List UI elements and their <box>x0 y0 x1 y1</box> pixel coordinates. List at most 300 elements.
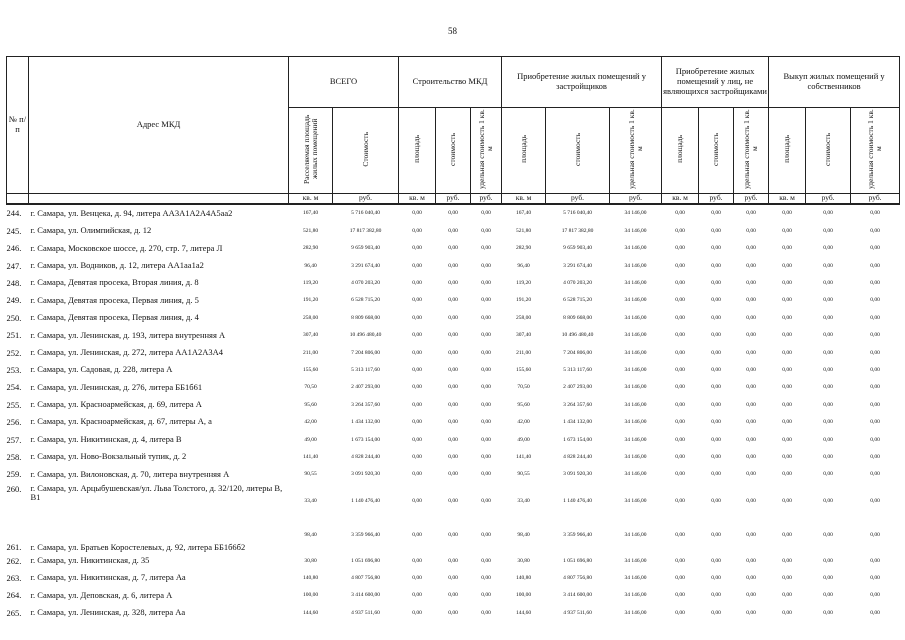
non-developers-unit-cost: 0,00 <box>746 314 756 321</box>
unit-rub: руб. <box>546 193 610 204</box>
developers-area: 167,40 <box>515 210 532 217</box>
developers-unit-cost: 34 146,00 <box>624 575 647 582</box>
buyout-cost: 0,00 <box>823 332 833 339</box>
buyout-unit-cost: 0,00 <box>870 609 880 616</box>
developers-cost: 5 313 117,60 <box>563 366 592 373</box>
table-row <box>7 448 900 465</box>
buyout-unit-cost: 0,00 <box>870 366 880 373</box>
buyout-cost: 0,00 <box>823 532 833 539</box>
construction-cost: 0,00 <box>448 297 458 304</box>
non-developers-area: 0,00 <box>675 262 685 269</box>
total-area: 141,40 <box>302 453 319 460</box>
construction-unit-cost: 0,00 <box>481 453 491 460</box>
unit-rub: руб. <box>851 193 900 204</box>
total-area: 96,40 <box>304 262 317 269</box>
construction-area: 0,00 <box>412 557 422 564</box>
developers-cost: 6 528 715,20 <box>563 297 592 304</box>
developers-cost: 3 291 674,40 <box>563 262 592 269</box>
buyout-unit-cost: 0,00 <box>870 384 880 391</box>
header-buyout-cost: стоимость <box>806 108 851 194</box>
unit-rub: руб. <box>699 193 734 204</box>
construction-area: 0,00 <box>412 592 422 599</box>
non-developers-unit-cost: 0,00 <box>746 297 756 304</box>
total-cost: 10 496 480,40 <box>349 332 382 339</box>
buyout-cost: 0,00 <box>823 497 833 504</box>
developers-area: 144,60 <box>515 609 532 616</box>
row-address: г. Самара, ул. Никитинская, д. 4, литера В <box>30 433 182 444</box>
construction-area: 0,00 <box>412 419 422 426</box>
construction-unit-cost: 0,00 <box>481 227 491 234</box>
total-cost: 3 291 674,40 <box>351 262 380 269</box>
developers-area: 33,40 <box>517 497 530 504</box>
row-number: 264. <box>6 590 22 601</box>
header-group-total: ВСЕГО <box>289 57 399 108</box>
developers-area: 282,90 <box>515 245 532 252</box>
construction-unit-cost: 0,00 <box>481 609 491 616</box>
unit-rub: руб. <box>471 193 502 204</box>
developers-area: 49,00 <box>517 436 530 443</box>
header-developers-area: площадь <box>502 108 546 194</box>
row-address: г. Самара, Девятая просека, Первая линия, д. 5 <box>30 294 199 305</box>
developers-area: 100,00 <box>515 592 532 599</box>
developers-unit-cost: 34 146,00 <box>624 419 647 426</box>
non-developers-area: 0,00 <box>675 245 685 252</box>
unit-rub: руб. <box>436 193 471 204</box>
table-row <box>7 240 900 257</box>
construction-unit-cost: 0,00 <box>481 532 491 539</box>
construction-cost: 0,00 <box>448 384 458 391</box>
buyout-area: 0,00 <box>782 384 792 391</box>
developers-cost: 3 359 966,40 <box>563 532 592 539</box>
construction-cost: 0,00 <box>448 436 458 443</box>
construction-cost: 0,00 <box>448 280 458 287</box>
non-developers-cost: 0,00 <box>711 575 721 582</box>
header-address: Адрес МКД <box>29 57 289 194</box>
row-number: 263. <box>6 573 22 584</box>
non-developers-cost: 0,00 <box>711 280 721 287</box>
table-row <box>7 257 900 274</box>
non-developers-area: 0,00 <box>675 314 685 321</box>
page-number: 58 <box>448 26 457 36</box>
non-developers-cost: 0,00 <box>711 262 721 269</box>
non-developers-unit-cost: 0,00 <box>746 592 756 599</box>
header-construction-unit-cost: удельная стоимость 1 кв. м <box>471 108 502 194</box>
construction-area: 0,00 <box>412 366 422 373</box>
non-developers-area: 0,00 <box>675 471 685 478</box>
non-developers-area: 0,00 <box>675 384 685 391</box>
row-number: 252. <box>6 347 22 358</box>
construction-unit-cost: 0,00 <box>481 575 491 582</box>
buyout-area: 0,00 <box>782 532 792 539</box>
buyout-area: 0,00 <box>782 575 792 582</box>
row-number: 256. <box>6 417 22 428</box>
buyout-area: 0,00 <box>782 297 792 304</box>
construction-unit-cost: 0,00 <box>481 384 491 391</box>
non-developers-unit-cost: 0,00 <box>746 532 756 539</box>
row-number: 244. <box>6 208 22 219</box>
row-address: г. Самара, ул. Деповская, д. 6, литера А <box>30 589 173 600</box>
total-cost: 4 070 203,20 <box>351 280 380 287</box>
total-cost: 8 809 668,00 <box>351 314 380 321</box>
non-developers-cost: 0,00 <box>711 314 721 321</box>
developers-area: 30,80 <box>517 557 530 564</box>
developers-cost: 4 070 203,20 <box>563 280 592 287</box>
row-number: 260. <box>6 484 22 495</box>
buyout-unit-cost: 0,00 <box>870 227 880 234</box>
row-address: г. Самара, Девятая просека, Первая линия, д. 4 <box>30 312 199 323</box>
developers-area: 140,80 <box>515 575 532 582</box>
total-area: 42,00 <box>304 419 317 426</box>
developers-cost: 3 264 357,60 <box>563 401 592 408</box>
construction-unit-cost: 0,00 <box>481 419 491 426</box>
row-address: г. Самара, ул. Красноармейская, д. 69, литера А <box>30 399 202 410</box>
non-developers-cost: 0,00 <box>711 419 721 426</box>
row-number: 251. <box>6 330 22 341</box>
non-developers-unit-cost: 0,00 <box>746 471 756 478</box>
buyout-unit-cost: 0,00 <box>870 575 880 582</box>
non-developers-cost: 0,00 <box>711 609 721 616</box>
row-number: 254. <box>6 382 22 393</box>
construction-area: 0,00 <box>412 227 422 234</box>
non-developers-unit-cost: 0,00 <box>746 401 756 408</box>
construction-area: 0,00 <box>412 280 422 287</box>
construction-cost: 0,00 <box>448 609 458 616</box>
construction-unit-cost: 0,00 <box>481 401 491 408</box>
row-address: г. Самара, ул. Садовая, д. 228, литера А <box>30 364 173 375</box>
construction-cost: 0,00 <box>448 366 458 373</box>
buyout-cost: 0,00 <box>823 280 833 287</box>
construction-unit-cost: 0,00 <box>481 497 491 504</box>
row-number: 257. <box>6 434 22 445</box>
header-construction-cost: стоимость <box>436 108 471 194</box>
non-developers-unit-cost: 0,00 <box>746 609 756 616</box>
buyout-unit-cost: 0,00 <box>870 314 880 321</box>
non-developers-unit-cost: 0,00 <box>746 384 756 391</box>
non-developers-area: 0,00 <box>675 557 685 564</box>
non-developers-cost: 0,00 <box>711 245 721 252</box>
total-cost: 3 414 600,00 <box>351 592 380 599</box>
total-cost: 9 659 903,40 <box>351 245 380 252</box>
row-number: 258. <box>6 451 22 462</box>
row-address: г. Самара, Московское шоссе, д. 270, стр. 7, литера Л <box>30 242 223 253</box>
developers-unit-cost: 34 146,00 <box>624 401 647 408</box>
construction-cost: 0,00 <box>448 453 458 460</box>
header-developers-unit-cost: удельная стоимость 1 кв. м <box>610 108 662 194</box>
buyout-cost: 0,00 <box>823 366 833 373</box>
construction-cost: 0,00 <box>448 314 458 321</box>
developers-area: 95,60 <box>517 401 530 408</box>
construction-cost: 0,00 <box>448 532 458 539</box>
construction-unit-cost: 0,00 <box>481 436 491 443</box>
construction-area: 0,00 <box>412 497 422 504</box>
non-developers-unit-cost: 0,00 <box>746 210 756 217</box>
non-developers-area: 0,00 <box>675 532 685 539</box>
total-cost: 1 140 476,40 <box>351 497 380 504</box>
buyout-cost: 0,00 <box>823 453 833 460</box>
total-area: 282,90 <box>302 245 319 252</box>
non-developers-cost: 0,00 <box>711 384 721 391</box>
construction-cost: 0,00 <box>448 262 458 269</box>
developers-cost: 10 496 480,40 <box>561 332 594 339</box>
row-address: г. Самара, Девятая просека, Вторая линия, д. 8 <box>30 277 199 288</box>
developers-area: 211,00 <box>516 349 531 356</box>
table-row <box>7 309 900 326</box>
row-address: г. Самара, ул. Братьев Коростелевых, д. 92, литера ББ1б6б2 <box>30 541 246 552</box>
construction-unit-cost: 0,00 <box>481 557 491 564</box>
buyout-area: 0,00 <box>782 453 792 460</box>
unit-blank-number <box>7 193 29 204</box>
developers-area: 98,40 <box>517 532 530 539</box>
table-row <box>7 379 900 396</box>
construction-area: 0,00 <box>412 401 422 408</box>
non-developers-unit-cost: 0,00 <box>746 349 756 356</box>
total-cost: 5 313 117,60 <box>351 366 380 373</box>
developers-cost: 1 434 132,00 <box>563 419 592 426</box>
total-area: 49,00 <box>304 436 317 443</box>
total-area: 307,40 <box>302 332 319 339</box>
construction-cost: 0,00 <box>448 401 458 408</box>
header-buyout-unit-cost: удельная стоимость 1 кв. м <box>851 108 900 194</box>
buyout-area: 0,00 <box>782 401 792 408</box>
non-developers-area: 0,00 <box>675 332 685 339</box>
construction-cost: 0,00 <box>448 557 458 564</box>
construction-area: 0,00 <box>412 532 422 539</box>
developers-area: 155,60 <box>515 366 532 373</box>
row-number: 262. <box>6 555 22 566</box>
developers-unit-cost: 34 146,00 <box>624 314 647 321</box>
row-number: 259. <box>6 469 22 480</box>
non-developers-cost: 0,00 <box>711 401 721 408</box>
construction-unit-cost: 0,00 <box>481 592 491 599</box>
developers-area: 258,00 <box>515 314 532 321</box>
construction-area: 0,00 <box>412 297 422 304</box>
table-row <box>7 569 900 586</box>
developers-cost: 8 809 668,00 <box>563 314 592 321</box>
table-row <box>7 396 900 413</box>
developers-unit-cost: 34 146,00 <box>624 453 647 460</box>
buyout-unit-cost: 0,00 <box>870 245 880 252</box>
construction-unit-cost: 0,00 <box>481 297 491 304</box>
construction-cost: 0,00 <box>448 332 458 339</box>
construction-area: 0,00 <box>412 262 422 269</box>
construction-unit-cost: 0,00 <box>481 349 491 356</box>
developers-cost: 4 807 756,80 <box>563 575 592 582</box>
total-cost: 1 673 154,00 <box>351 436 380 443</box>
construction-area: 0,00 <box>412 471 422 478</box>
buyout-area: 0,00 <box>782 497 792 504</box>
total-cost: 6 528 715,20 <box>351 297 380 304</box>
header-number: № п/п <box>7 57 29 194</box>
construction-area: 0,00 <box>412 436 422 443</box>
developers-area: 42,00 <box>517 419 530 426</box>
buyout-unit-cost: 0,00 <box>870 210 880 217</box>
developers-area: 141,40 <box>515 453 532 460</box>
non-developers-area: 0,00 <box>675 453 685 460</box>
buyout-area: 0,00 <box>782 557 792 564</box>
buyout-area: 0,00 <box>782 592 792 599</box>
non-developers-cost: 0,00 <box>711 592 721 599</box>
construction-area: 0,00 <box>412 453 422 460</box>
non-developers-area: 0,00 <box>675 592 685 599</box>
table-row <box>7 344 900 361</box>
table-row <box>7 327 900 344</box>
non-developers-cost: 0,00 <box>711 557 721 564</box>
buyout-cost: 0,00 <box>823 210 833 217</box>
buyout-unit-cost: 0,00 <box>870 297 880 304</box>
construction-unit-cost: 0,00 <box>481 366 491 373</box>
total-area: 140,80 <box>302 575 319 582</box>
row-address: г. Самара, ул. Ленинская, д. 276, литера ББ1б61 <box>30 381 203 392</box>
row-number: 261. <box>6 542 22 553</box>
non-developers-unit-cost: 0,00 <box>746 453 756 460</box>
construction-area: 0,00 <box>412 245 422 252</box>
row-address: г. Самара, ул. Водников, д. 12, литера АА1аа1а2 <box>30 259 204 270</box>
developers-unit-cost: 34 146,00 <box>624 384 647 391</box>
row-number: 248. <box>6 278 22 289</box>
buyout-cost: 0,00 <box>823 436 833 443</box>
table-row <box>7 431 900 448</box>
row-address: г. Самара, ул. Ленинская, д. 272, литера АА1А2А3А4 <box>30 346 223 357</box>
total-area: 70,50 <box>304 384 317 391</box>
table-row <box>7 204 900 222</box>
row-address: г. Самара, ул. Вилоновская, д. 70, литера внутренняя А <box>30 468 230 479</box>
buyout-unit-cost: 0,00 <box>870 532 880 539</box>
buyout-cost: 0,00 <box>823 471 833 478</box>
unit-blank-address <box>29 193 289 204</box>
developers-unit-cost: 34 146,00 <box>624 280 647 287</box>
non-developers-area: 0,00 <box>675 575 685 582</box>
row-number: 250. <box>6 312 22 323</box>
total-cost: 3 359 966,40 <box>351 532 380 539</box>
buyout-area: 0,00 <box>782 436 792 443</box>
developers-unit-cost: 34 146,00 <box>624 297 647 304</box>
construction-unit-cost: 0,00 <box>481 262 491 269</box>
non-developers-area: 0,00 <box>675 419 685 426</box>
table-row <box>7 587 900 604</box>
buyout-area: 0,00 <box>782 471 792 478</box>
total-area: 30,80 <box>304 557 317 564</box>
construction-cost: 0,00 <box>448 349 458 356</box>
non-developers-area: 0,00 <box>675 366 685 373</box>
construction-unit-cost: 0,00 <box>481 245 491 252</box>
non-developers-unit-cost: 0,00 <box>746 332 756 339</box>
buyout-cost: 0,00 <box>823 384 833 391</box>
construction-cost: 0,00 <box>448 227 458 234</box>
non-developers-cost: 0,00 <box>711 227 721 234</box>
row-address: г. Самара, ул. Олимпийская, д. 12 <box>30 225 152 236</box>
construction-cost: 0,00 <box>448 245 458 252</box>
non-developers-cost: 0,00 <box>711 297 721 304</box>
buyout-unit-cost: 0,00 <box>870 453 880 460</box>
total-cost: 4 828 244,40 <box>351 453 380 460</box>
buyout-unit-cost: 0,00 <box>870 471 880 478</box>
row-address: г. Самара, ул. Арцыбушевская/ул. Льва Толстого, д. 32/120, литеры В, В1 <box>30 483 283 503</box>
developers-cost: 7 204 806,00 <box>563 349 592 356</box>
non-developers-area: 0,00 <box>675 297 685 304</box>
buyout-cost: 0,00 <box>823 609 833 616</box>
header-group-non-developers: Приобретение жилых помещений у лиц, не являющихся застройщиками <box>662 57 769 108</box>
non-developers-unit-cost: 0,00 <box>746 262 756 269</box>
construction-area: 0,00 <box>412 210 422 217</box>
buyout-cost: 0,00 <box>823 227 833 234</box>
buyout-cost: 0,00 <box>823 349 833 356</box>
non-developers-unit-cost: 0,00 <box>746 245 756 252</box>
buyout-area: 0,00 <box>782 609 792 616</box>
developers-cost: 3 414 600,00 <box>563 592 592 599</box>
buyout-area: 0,00 <box>782 366 792 373</box>
construction-cost: 0,00 <box>448 419 458 426</box>
table-row <box>7 518 900 552</box>
header-non-developers-unit-cost: удельная стоимость 1 кв. м <box>734 108 769 194</box>
developers-unit-cost: 34 146,00 <box>624 262 647 269</box>
total-cost: 4 807 756,80 <box>351 575 380 582</box>
buyout-unit-cost: 0,00 <box>870 332 880 339</box>
buyout-unit-cost: 0,00 <box>870 497 880 504</box>
unit-sqm: кв. м <box>769 193 806 204</box>
developers-unit-cost: 34 146,00 <box>624 609 647 616</box>
developers-unit-cost: 34 146,00 <box>624 210 647 217</box>
non-developers-cost: 0,00 <box>711 332 721 339</box>
construction-unit-cost: 0,00 <box>481 314 491 321</box>
unit-sqm: кв. м <box>399 193 436 204</box>
construction-area: 0,00 <box>412 575 422 582</box>
buyout-area: 0,00 <box>782 349 792 356</box>
table-row <box>7 222 900 239</box>
developers-cost: 2 407 293,00 <box>563 384 592 391</box>
construction-cost: 0,00 <box>448 471 458 478</box>
developers-unit-cost: 34 146,00 <box>624 471 647 478</box>
row-address: г. Самара, ул. Красноармейская, д. 67, литеры А, а <box>30 416 212 427</box>
table-row <box>7 274 900 291</box>
construction-area: 0,00 <box>412 314 422 321</box>
construction-cost: 0,00 <box>448 592 458 599</box>
row-address: г. Самара, ул. Ленинская, д. 328, литера Аа <box>30 607 186 618</box>
buyout-cost: 0,00 <box>823 401 833 408</box>
non-developers-area: 0,00 <box>675 497 685 504</box>
non-developers-unit-cost: 0,00 <box>746 227 756 234</box>
developers-cost: 17 817 382,80 <box>561 227 594 234</box>
non-developers-unit-cost: 0,00 <box>746 436 756 443</box>
header-total-cost: Стоимость <box>333 108 399 194</box>
total-cost: 17 817 382,80 <box>349 227 382 234</box>
non-developers-area: 0,00 <box>675 436 685 443</box>
developers-cost: 1 051 696,80 <box>563 557 592 564</box>
non-developers-unit-cost: 0,00 <box>746 419 756 426</box>
row-number: 255. <box>6 399 22 410</box>
buyout-unit-cost: 0,00 <box>870 401 880 408</box>
total-area: 95,60 <box>304 401 317 408</box>
construction-area: 0,00 <box>412 332 422 339</box>
developers-unit-cost: 34 146,00 <box>624 557 647 564</box>
developers-unit-cost: 34 146,00 <box>624 349 647 356</box>
header-group-developers: Приобретение жилых помещений у застройщиков <box>502 57 662 108</box>
header-buyout-area: площадь <box>769 108 806 194</box>
total-area: 90,55 <box>304 471 317 478</box>
row-address: г. Самара, ул. Венцека, д. 94, литера АА3А1А2А4А5аа2 <box>30 207 233 218</box>
non-developers-cost: 0,00 <box>711 366 721 373</box>
total-cost: 5 716 040,40 <box>351 210 380 217</box>
resettlement-table <box>6 56 900 622</box>
buyout-area: 0,00 <box>782 419 792 426</box>
developers-cost: 4 937 511,60 <box>563 609 592 616</box>
developers-unit-cost: 34 146,00 <box>624 436 647 443</box>
total-cost: 3 091 920,30 <box>351 471 380 478</box>
header-total-area: Расселяемая площадь жилых помещений <box>289 108 333 194</box>
developers-cost: 1 673 154,00 <box>563 436 592 443</box>
non-developers-area: 0,00 <box>675 401 685 408</box>
developers-unit-cost: 34 146,00 <box>624 227 647 234</box>
developers-area: 119,20 <box>516 280 531 287</box>
